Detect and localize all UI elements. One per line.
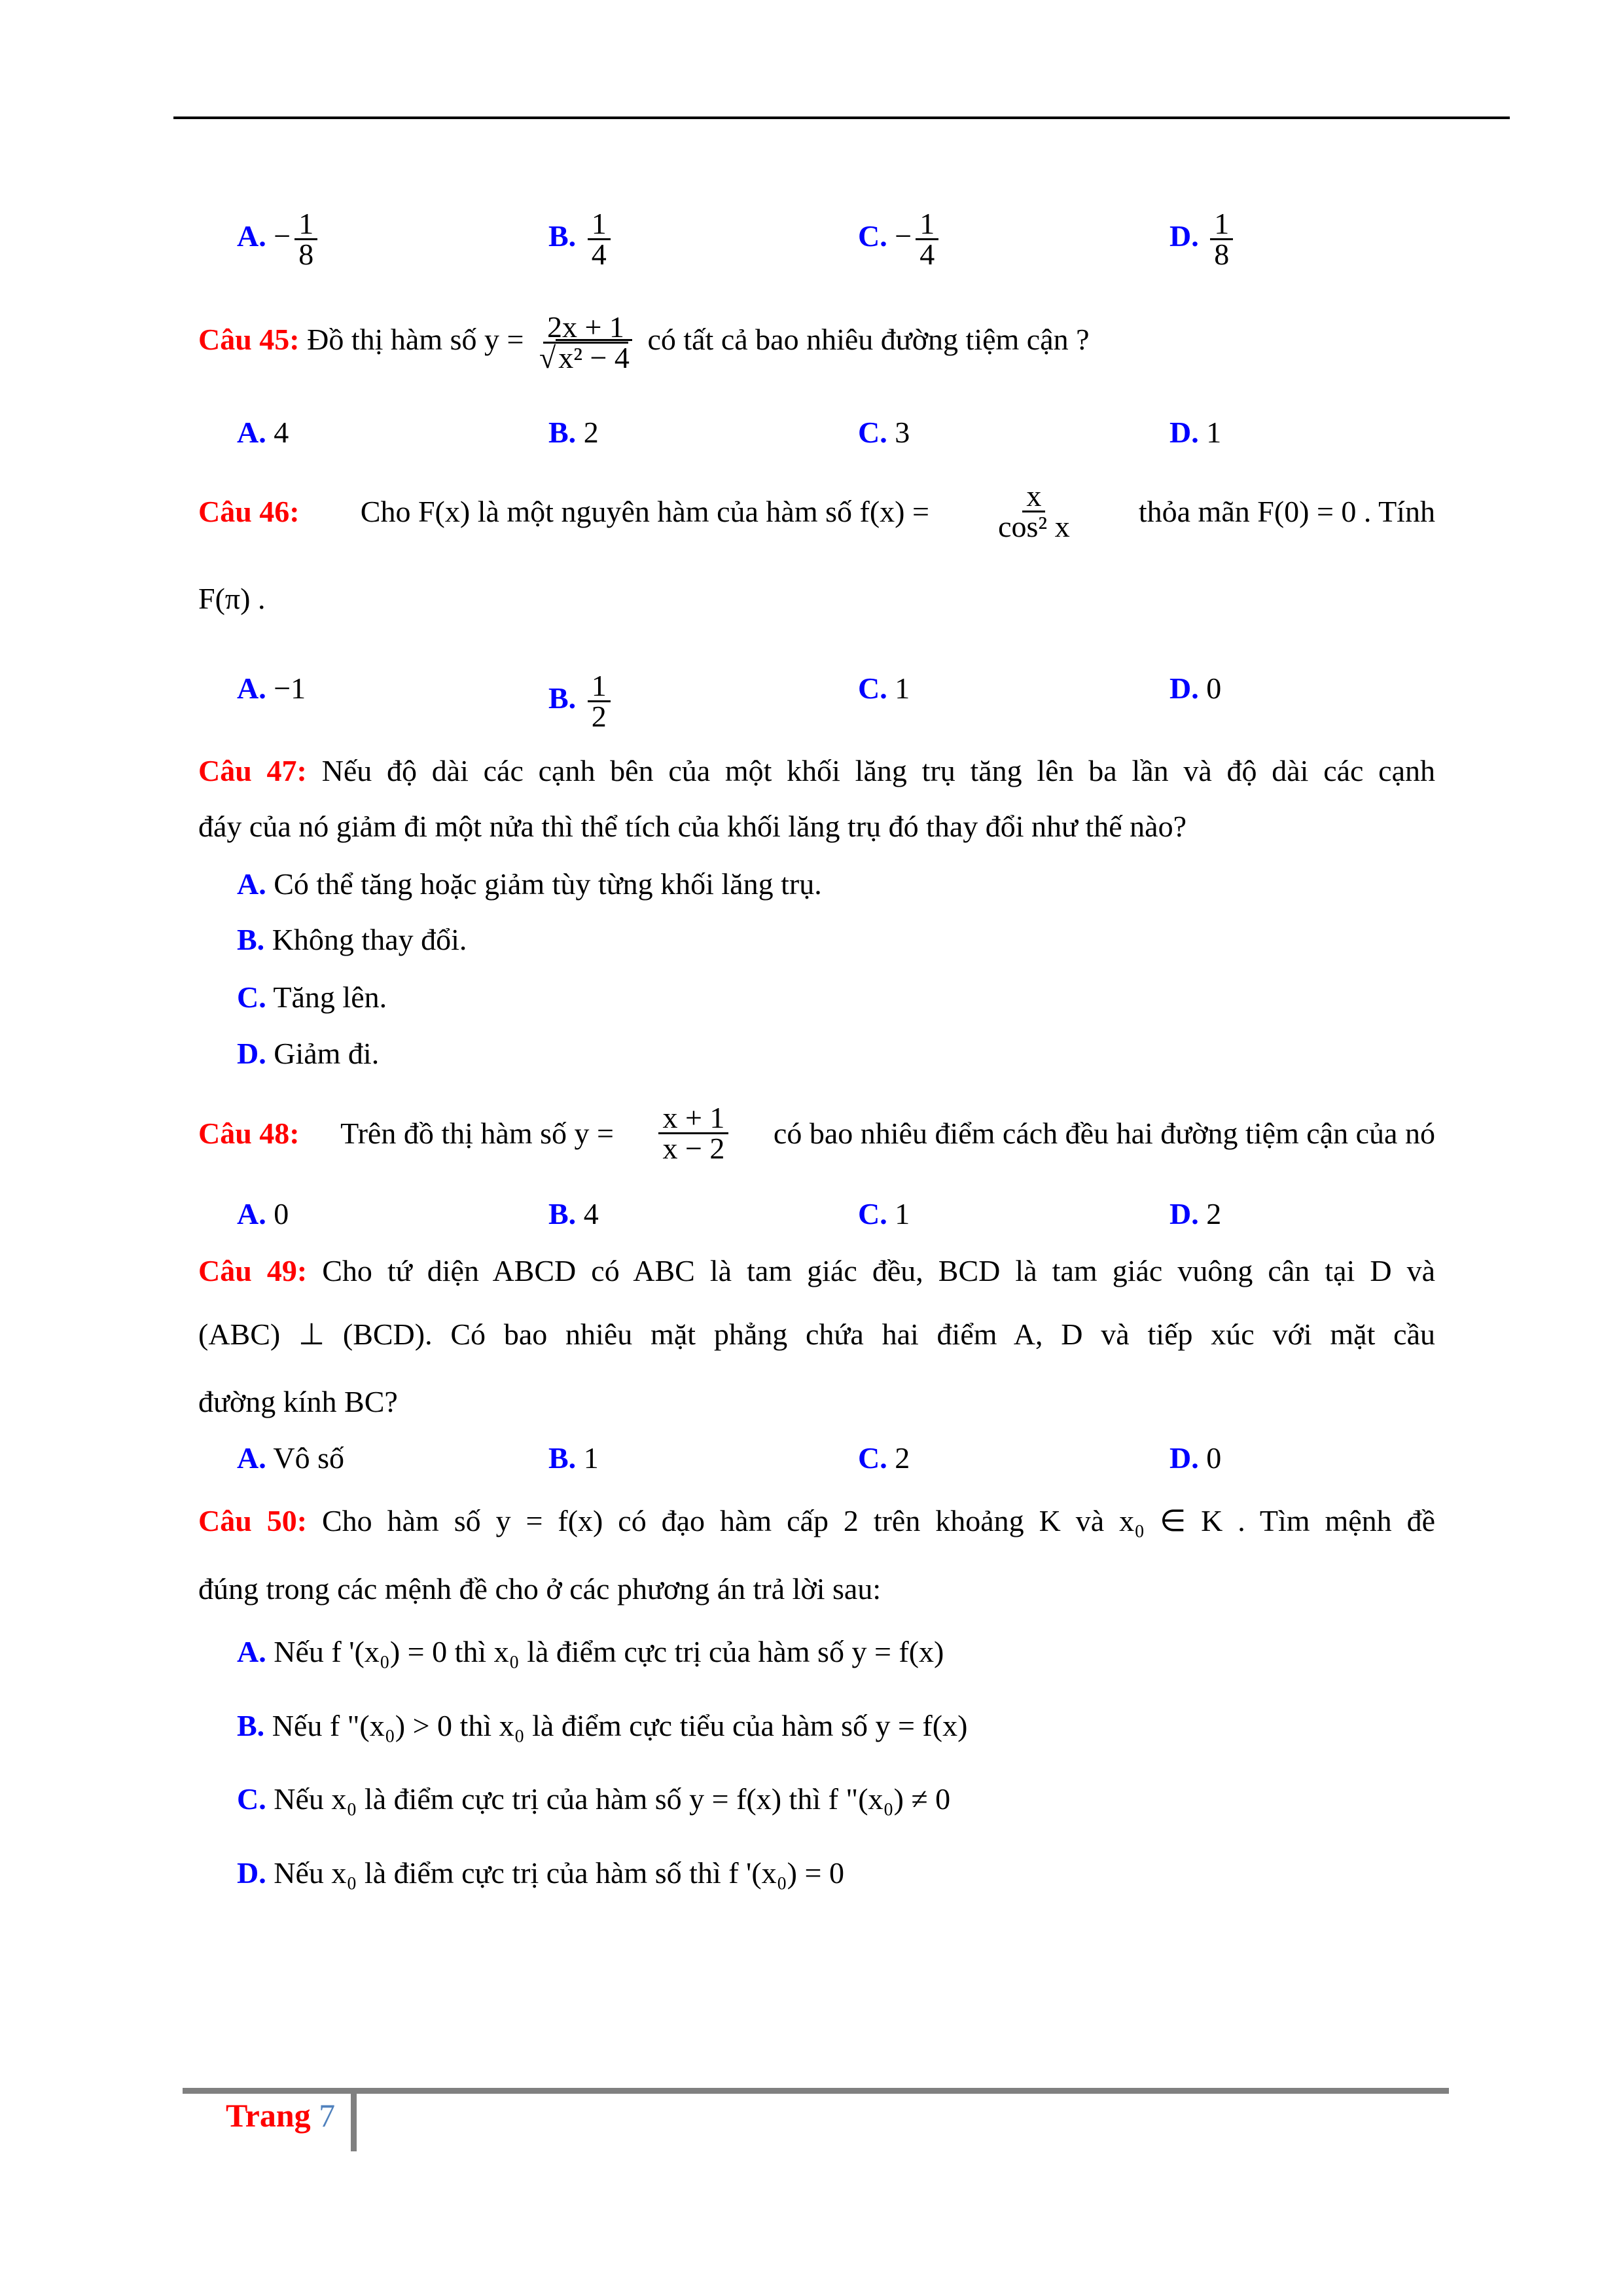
numerator: x [1022,482,1045,512]
fraction [294,209,317,269]
page-number [226,2096,335,2134]
radicand: x² − 4 [556,339,632,374]
q46-answer-c[interactable] [858,672,910,706]
sqrt-icon: √x² − 4 [539,344,632,372]
option-label: A. [237,867,266,901]
option-text: 0 [1206,672,1222,705]
option-label: C. [858,672,887,705]
question-49 [198,1254,1435,1288]
q50-answer-b[interactable] [237,1709,1435,1743]
question-label: Câu 49: [198,1254,308,1287]
option-text: 3 [895,416,910,449]
option-label: B. [548,1441,577,1475]
numerator: 1 [294,209,317,240]
q44-answer-a[interactable] [237,209,321,269]
option-text: Nếu x₀ là điểm cực trị của hàm số thì f '(x₀) = 0 [274,1856,844,1890]
fraction [535,310,636,374]
question-45 [198,310,1435,374]
q48-answer-b[interactable] [548,1197,599,1231]
numerator: 1 [588,209,611,240]
option-label: C. [858,1197,887,1230]
option-label: A. [237,416,266,449]
option-text: 4 [583,1197,599,1230]
question-text: F(π) . [198,582,266,615]
question-text: có bao nhiêu điểm cách đều hai đường tiệm cận của nó [773,1116,1435,1150]
option-text: Tăng lên. [273,980,387,1014]
q48-answer-a[interactable] [237,1197,289,1231]
q45-answer-b[interactable] [548,416,599,450]
option-label: A. [237,1635,266,1668]
option-text: −1 [274,672,306,705]
numerator: 2x + 1 [543,313,628,344]
header-rule [173,117,1510,119]
q50-answer-c[interactable] [237,1782,1435,1816]
numerator: 1 [588,672,611,702]
q46-answer-b[interactable] [548,669,615,733]
option-label: C. [237,980,266,1014]
question-50 [198,1504,1435,1538]
q49-answer-c[interactable] [858,1441,910,1475]
question-47 [198,754,1435,788]
fraction [1210,209,1233,269]
q49-answer-a[interactable] [237,1441,344,1475]
q45-answer-c[interactable] [858,416,910,450]
option-label: B. [237,1709,265,1742]
denominator: 8 [1214,238,1230,271]
question-label: Câu 47: [198,754,307,787]
option-label: B. [548,1197,577,1230]
sign: − [274,219,291,253]
q50-answer-a[interactable] [237,1635,1435,1669]
question-text: Cho hàm số y = f(x) có đạo hàm cấp 2 trên khoảng K và x₀ ∈ K . Tìm mệnh đề [322,1504,1435,1537]
denominator: 4 [591,238,607,271]
option-label: D. [237,1037,266,1070]
footer-divider [351,2094,357,2151]
option-text: 1 [1206,416,1222,449]
sign: − [895,219,912,253]
fraction [658,1103,728,1163]
q50-answer-d[interactable] [237,1856,1435,1890]
option-text: 0 [1206,1441,1222,1475]
q49-answer-d[interactable] [1169,1441,1221,1475]
option-label: B. [237,923,265,956]
option-text: Không thay đổi. [272,923,467,956]
option-label: A. [237,1197,266,1230]
question-text: Cho F(x) là một nguyên hàm của hàm số f(x) = [360,494,929,528]
question-46 [198,479,1435,543]
option-label: B. [548,219,577,253]
option-text: 2 [1206,1197,1222,1230]
option-text: 2 [583,416,599,449]
option-label: C. [858,219,887,253]
denominator: cos² x [998,510,1070,543]
q47-answer-a[interactable] [237,867,1435,901]
q46-answer-d[interactable] [1169,672,1221,706]
numerator: 1 [1210,209,1233,240]
denominator: 4 [919,238,935,271]
option-text: Giảm đi. [274,1037,380,1070]
option-text: 0 [274,1197,289,1230]
option-label: D. [1169,672,1199,705]
option-text: 1 [895,672,910,705]
option-label: D. [1169,416,1199,449]
option-label: D. [1169,219,1199,253]
q47-answer-c[interactable] [237,980,1435,1014]
q47-answer-b[interactable] [237,923,1435,957]
option-label: B. [548,416,577,449]
q44-answer-c[interactable] [858,209,942,269]
question-text: Nếu độ dài các cạnh bên của một khối lăng trụ tăng lên ba lần và độ dài các cạnh [321,754,1436,787]
question-label: Câu 48: [198,1116,300,1150]
page-value: 7 [319,2097,336,2134]
option-text: 4 [274,416,289,449]
option-label: C. [237,1782,266,1816]
option-label: D. [237,1856,266,1890]
question-text: (ABC) ⊥ (BCD). Có bao nhiêu mặt phẳng chứa hai điểm A, D và tiếp xúc với mặt cầu [198,1318,1435,1351]
option-text: Nếu f '(x₀) = 0 thì x₀ là điểm cực trị của hàm số y = f(x) [274,1635,944,1668]
footer-rule [183,2088,1449,2094]
option-text: Vô số [273,1441,345,1475]
q44-answer-b[interactable] [548,209,615,269]
question-text: Đồ thị hàm số y = [307,323,524,357]
q44-answer-d[interactable] [1169,209,1237,269]
question-text: Trên đồ thị hàm số y = [340,1116,614,1150]
option-text: Có thể tăng hoặc giảm tùy từng khối lăng trụ. [274,867,822,901]
option-text: 1 [583,1441,599,1475]
option-label: C. [858,1441,887,1475]
q48-answer-c[interactable] [858,1197,910,1231]
q45-answer-d[interactable] [1169,416,1221,450]
option-label: A. [237,672,266,705]
option-label: D. [1169,1197,1199,1230]
fraction [994,479,1074,543]
question-text: đúng trong các mệnh đề cho ở các phương án trả lời sau: [198,1572,882,1605]
option-label: D. [1169,1441,1199,1475]
option-text: 1 [895,1197,910,1230]
question-label: Câu 50: [198,1504,308,1537]
fraction [588,669,611,733]
numerator: 1 [916,209,938,240]
question-text: có tất cả bao nhiêu đường tiệm cận ? [647,323,1090,357]
q46-answer-a[interactable] [237,672,306,706]
denominator: x − 2 [662,1132,725,1165]
option-text: Nếu f "(x₀) > 0 thì x₀ là điểm cực tiểu của hàm số y = f(x) [272,1709,968,1742]
option-label: A. [237,219,266,253]
denominator: 8 [298,238,314,271]
denominator: 2 [591,700,607,733]
question-label: Câu 45: [198,323,300,357]
page-label: Trang [226,2097,311,2134]
option-label: A. [237,1441,266,1475]
question-text: đáy của nó giảm đi một nửa thì thể tích của khối lăng trụ đó thay đổi như thế nào? [198,810,1187,843]
question-text: thỏa mãn F(0) = 0 . Tính [1138,494,1435,528]
option-label: C. [858,416,887,449]
option-label: B. [548,681,577,715]
q47-answer-d[interactable] [237,1037,1435,1071]
option-text: Nếu x₀ là điểm cực trị của hàm số y = f(x) thì f "(x₀) ≠ 0 [274,1782,951,1816]
question-text: đường kính BC? [198,1385,398,1418]
question-48 [198,1103,1435,1163]
fraction [588,209,611,269]
q45-answer-a[interactable] [237,416,289,450]
question-text: Cho tứ diện ABCD có ABC là tam giác đều, BCD là tam giác vuông cân tại D và [322,1254,1436,1287]
option-text: 2 [895,1441,910,1475]
q48-answer-d[interactable] [1169,1197,1221,1231]
fraction [916,209,938,269]
numerator: x + 1 [658,1103,728,1134]
denominator [535,341,636,374]
question-label: Câu 46: [198,494,300,528]
q49-answer-b[interactable] [548,1441,599,1475]
